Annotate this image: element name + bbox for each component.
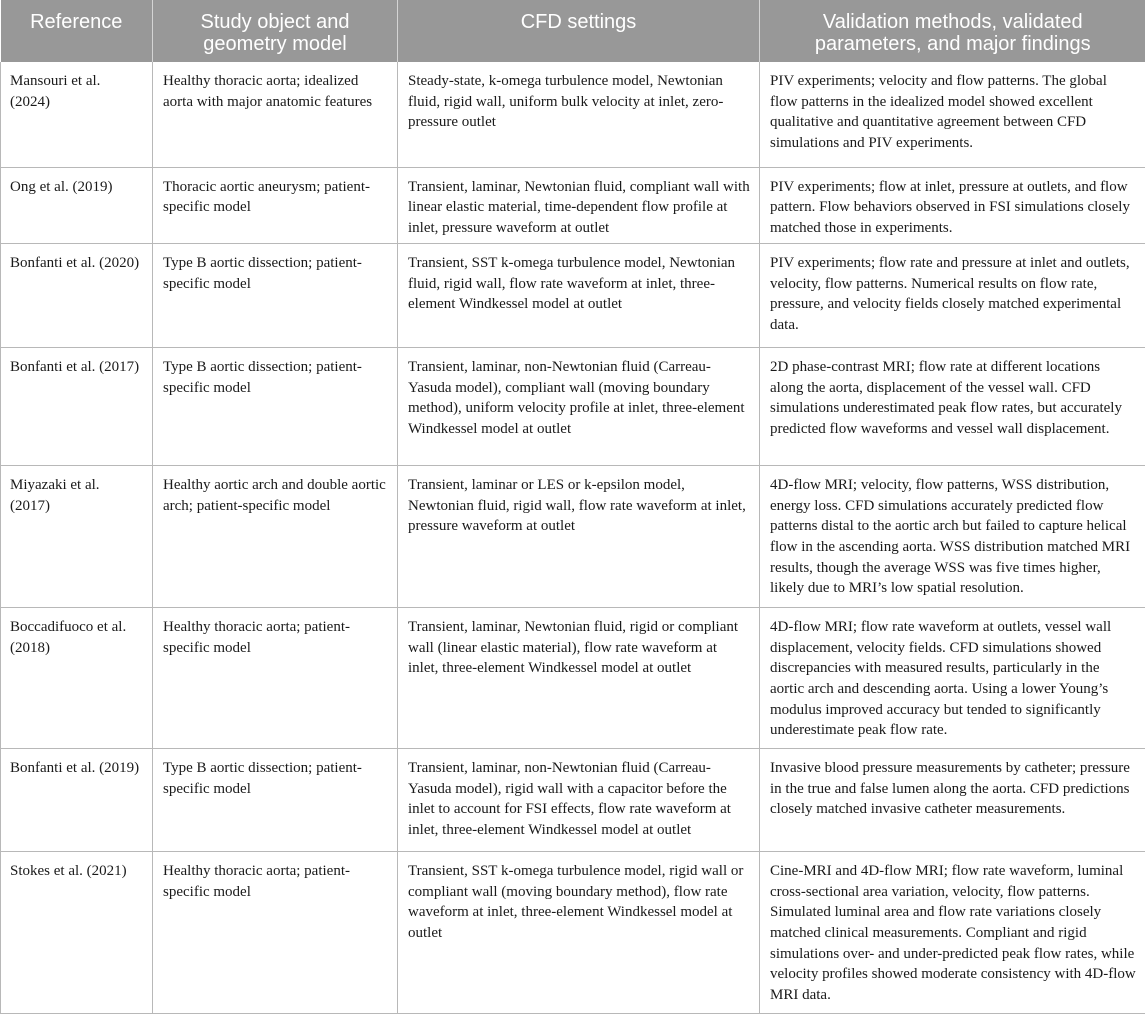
cell-validation: Cine-MRI and 4D-flow MRI; flow rate waveform, luminal cross-sectional area variation, velocity, flow patterns. Simulated luminal area and flow rate variations closely matched clinical measurements. Compliant and rigid simulations over- and under-predicted peak flow rates, while velocity profiles showed moderate consistency with 4D-flow MRI data. <box>760 852 1145 1014</box>
table-row <box>1 62 1145 167</box>
cell-cfd-settings: Transient, laminar, Newtonian fluid, compliant wall with linear elastic material, time-dependent flow profile at inlet, pressure waveform at outlet <box>398 167 760 244</box>
cell-cfd-settings: Transient, laminar, non-Newtonian fluid (Carreau-Yasuda model), rigid wall with a capacitor before the inlet to account for FSI effects, flow rate waveform at inlet, three-element Windkessel model at outlet <box>398 749 760 852</box>
header-validation: Validation methods, validated parameters, and major findings <box>760 0 1145 62</box>
table-row <box>1 608 1145 749</box>
cell-cfd-settings: Transient, SST k-omega turbulence model, Newtonian fluid, rigid wall, flow rate waveform at inlet, three-element Windkessel model at outlet <box>398 244 760 348</box>
cell-cfd-settings: Steady-state, k-omega turbulence model, Newtonian fluid, rigid wall, uniform bulk velocity at inlet, zero-pressure outlet <box>398 62 760 167</box>
table-row <box>1 167 1145 244</box>
table-row <box>1 749 1145 852</box>
cell-reference: Bonfanti et al. (2020) <box>1 244 153 348</box>
cell-study-object: Healthy thoracic aorta; patient-specific model <box>153 852 398 1014</box>
cell-study-object: Type B aortic dissection; patient-specific model <box>153 749 398 852</box>
table-row <box>1 466 1145 608</box>
table-body <box>1 62 1145 1014</box>
table-row <box>1 244 1145 348</box>
cell-reference: Stokes et al. (2021) <box>1 852 153 1014</box>
cell-reference: Mansouri et al. (2024) <box>1 62 153 167</box>
cell-cfd-settings: Transient, laminar, non-Newtonian fluid (Carreau-Yasuda model), compliant wall (moving boundary method), uniform velocity profile at inlet, three-element Windkessel model at outlet <box>398 348 760 466</box>
cell-study-object: Healthy aortic arch and double aortic arch; patient-specific model <box>153 466 398 608</box>
cell-cfd-settings: Transient, SST k-omega turbulence model, rigid wall or compliant wall (moving boundary method), flow rate waveform at inlet, three-element Windkessel model at outlet <box>398 852 760 1014</box>
cell-reference: Boccadifuoco et al. (2018) <box>1 608 153 749</box>
cell-study-object: Healthy thoracic aorta; idealized aorta with major anatomic features <box>153 62 398 167</box>
cell-study-object: Type B aortic dissection; patient-specific model <box>153 348 398 466</box>
cell-reference: Bonfanti et al. (2019) <box>1 749 153 852</box>
cell-study-object: Thoracic aortic aneurysm; patient-specific model <box>153 167 398 244</box>
header-reference: Reference <box>1 0 153 62</box>
table-row <box>1 852 1145 1014</box>
cell-reference: Miyazaki et al. (2017) <box>1 466 153 608</box>
cell-reference: Bonfanti et al. (2017) <box>1 348 153 466</box>
cell-cfd-settings: Transient, laminar, Newtonian fluid, rigid or compliant wall (linear elastic material), flow rate waveform at inlet, three-element Windkessel model at outlet <box>398 608 760 749</box>
cell-study-object: Type B aortic dissection; patient-specific model <box>153 244 398 348</box>
cell-validation: PIV experiments; velocity and flow patterns. The global flow patterns in the idealized model showed excellent qualitative and quantitative agreement between CFD simulations and PIV experiments. <box>760 62 1145 167</box>
cell-validation: PIV experiments; flow at inlet, pressure at outlets, and flow pattern. Flow behaviors observed in FSI simulations closely matched those in experiments. <box>760 167 1145 244</box>
cell-validation: 4D-flow MRI; velocity, flow patterns, WSS distribution, energy loss. CFD simulations accurately predicted flow patterns distal to the aortic arch but failed to capture helical flow in the ascending aorta. WSS distribution matched MRI results, though the average WSS was five times higher, likely due to MRI’s low spatial resolution. <box>760 466 1145 608</box>
header-row <box>1 0 1145 62</box>
cell-validation: Invasive blood pressure measurements by catheter; pressure in the true and false lumen along the aorta. CFD predictions closely matched invasive catheter measurements. <box>760 749 1145 852</box>
header-study-object: Study object and geometry model <box>153 0 398 62</box>
cell-reference: Ong et al. (2019) <box>1 167 153 244</box>
cell-validation: 4D-flow MRI; flow rate waveform at outlets, vessel wall displacement, velocity fields. CFD simulations showed discrepancies with measured results, particularly in the aortic arch and descending aorta. Using a lower Young’s modulus improved accuracy but tended to significantly underestimate peak flow rate. <box>760 608 1145 749</box>
cell-cfd-settings: Transient, laminar or LES or k-epsilon model, Newtonian fluid, rigid wall, flow rate waveform at inlet, pressure waveform at outlet <box>398 466 760 608</box>
table-header <box>1 0 1145 62</box>
cell-validation: PIV experiments; flow rate and pressure at inlet and outlets, velocity, flow patterns. Numerical results on flow rate, pressure, and velocity fields closely matched experimental data. <box>760 244 1145 348</box>
cell-validation: 2D phase-contrast MRI; flow rate at different locations along the aorta, displacement of the vessel wall. CFD simulations underestimated peak flow rates, but accurately predicted flow waveforms and vessel wall displacement. <box>760 348 1145 466</box>
table-row <box>1 348 1145 466</box>
header-cfd-settings: CFD settings <box>398 0 760 62</box>
cell-study-object: Healthy thoracic aorta; patient-specific model <box>153 608 398 749</box>
